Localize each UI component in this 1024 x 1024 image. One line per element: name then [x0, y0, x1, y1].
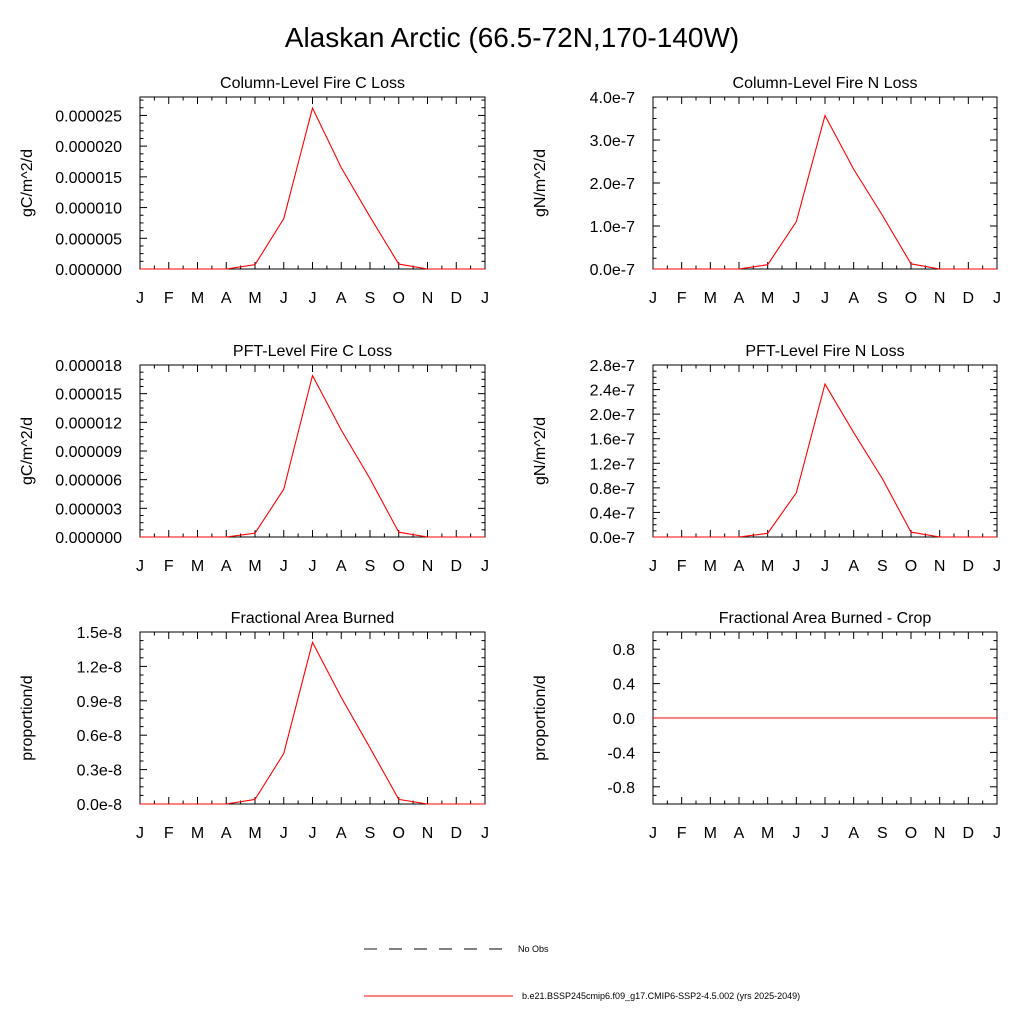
- x-tick-label: O: [904, 290, 918, 307]
- x-tick-label: J: [481, 558, 489, 575]
- x-tick-label: J: [821, 558, 829, 575]
- y-tick-label: 0.0e-7: [589, 262, 635, 279]
- chart-panel-2: [532, 75, 1001, 307]
- y-tick-label: 2.0e-7: [589, 176, 635, 193]
- x-tick-label: D: [450, 558, 463, 575]
- chart-panel-1: [19, 75, 489, 307]
- x-tick-label: D: [962, 558, 975, 575]
- x-tick-label: J: [993, 290, 1001, 307]
- series-line: [140, 376, 485, 537]
- y-tick-label: 0.000018: [55, 358, 122, 375]
- x-tick-label: A: [733, 290, 745, 307]
- y-axis-label: gC/m^2/d: [19, 149, 36, 217]
- x-tick-label: M: [703, 558, 717, 575]
- x-tick-label: O: [904, 825, 918, 842]
- x-tick-label: M: [248, 290, 262, 307]
- y-tick-label: 0.000020: [55, 139, 122, 157]
- x-tick-label: D: [450, 825, 463, 842]
- chart-panel-4: [532, 343, 1001, 575]
- y-tick-label: 1.2e-7: [589, 456, 635, 474]
- x-tick-label: A: [335, 558, 347, 575]
- x-tick-label: S: [876, 290, 888, 307]
- x-tick-label: N: [933, 290, 946, 307]
- y-tick-label: 0.4e-7: [589, 505, 635, 523]
- y-tick-label: 0.000015: [55, 169, 122, 187]
- y-tick-label: -0.4: [607, 745, 635, 763]
- x-tick-label: F: [163, 290, 174, 307]
- x-tick-label: J: [821, 825, 829, 842]
- y-tick-label: 2.8e-7: [589, 358, 635, 375]
- x-tick-label: F: [676, 290, 687, 307]
- x-tick-label: J: [481, 825, 489, 842]
- x-tick-label: A: [733, 558, 745, 575]
- y-tick-label: 0.000015: [55, 386, 122, 404]
- x-tick-label: A: [220, 825, 232, 842]
- x-tick-label: M: [190, 290, 205, 307]
- x-tick-label: M: [248, 825, 262, 842]
- y-tick-label: 2.0e-7: [589, 407, 635, 425]
- x-tick-label: F: [676, 825, 687, 842]
- series-line: [140, 108, 485, 269]
- x-tick-label: D: [962, 825, 975, 842]
- y-tick-label: 0.8e-7: [589, 480, 635, 498]
- panel-title: Column-Level Fire N Loss: [732, 75, 918, 92]
- y-tick-label: 0.6e-8: [76, 728, 122, 746]
- legend-model-label: b.e21.BSSP245cmip6.f09_g17.CMIP6-SSP2-4.5.002 (yrs 2025-2049): [522, 991, 801, 1001]
- y-tick-label: 0.000000: [55, 530, 122, 547]
- x-tick-label: J: [279, 290, 288, 307]
- y-tick-label: 2.4e-7: [589, 382, 635, 400]
- x-tick-label: J: [308, 825, 317, 842]
- x-tick-label: N: [933, 558, 946, 575]
- x-tick-label: M: [190, 825, 205, 842]
- x-tick-label: S: [876, 558, 888, 575]
- y-tick-label: 0.000000: [55, 262, 122, 279]
- y-axis-label: proportion/d: [19, 675, 36, 761]
- x-tick-label: J: [279, 558, 288, 575]
- x-tick-label: D: [450, 290, 463, 307]
- y-axis-label: gC/m^2/d: [19, 417, 36, 485]
- y-tick-label: 1.0e-7: [589, 219, 635, 236]
- x-tick-label: M: [761, 558, 775, 575]
- series-line: [653, 115, 997, 269]
- y-tick-label: 0.0e-8: [76, 797, 122, 814]
- x-tick-label: A: [848, 290, 860, 307]
- x-tick-label: J: [821, 290, 829, 307]
- panel-title: Column-Level Fire C Loss: [220, 75, 405, 92]
- x-tick-label: M: [703, 290, 717, 307]
- panel-title: Fractional Area Burned - Crop: [718, 610, 932, 627]
- x-tick-label: O: [392, 825, 405, 842]
- y-tick-label: 0.000006: [55, 472, 122, 490]
- series-line: [140, 642, 485, 804]
- x-tick-label: J: [792, 825, 801, 842]
- x-tick-label: M: [248, 558, 262, 575]
- plot-frame: [653, 365, 997, 537]
- chart-panel-3: [19, 343, 489, 575]
- x-tick-label: M: [761, 290, 775, 307]
- y-tick-label: 0.3e-8: [76, 762, 122, 780]
- panel-title: PFT-Level Fire C Loss: [232, 343, 393, 360]
- y-tick-label: 0.8: [612, 642, 635, 660]
- x-tick-label: N: [421, 558, 434, 575]
- y-tick-label: 4.0e-7: [589, 90, 635, 107]
- x-tick-label: D: [962, 290, 975, 307]
- x-tick-label: O: [392, 290, 405, 307]
- x-tick-label: J: [993, 825, 1001, 842]
- y-tick-label: 0.000009: [55, 444, 122, 461]
- chart-panel-6: [532, 610, 1001, 842]
- legend: [364, 944, 800, 1001]
- x-tick-label: A: [220, 290, 232, 307]
- y-tick-label: 0.000005: [55, 231, 122, 249]
- y-tick-label: 0.0e-7: [589, 530, 635, 547]
- x-tick-label: J: [279, 825, 288, 842]
- x-tick-label: F: [163, 825, 174, 842]
- x-tick-label: M: [703, 825, 717, 842]
- x-tick-label: A: [335, 290, 347, 307]
- y-axis-label: proportion/d: [532, 675, 549, 761]
- x-tick-label: N: [421, 290, 434, 307]
- x-tick-label: N: [933, 825, 946, 842]
- y-axis-label: gN/m^2/d: [532, 149, 549, 217]
- panels-layer: [19, 75, 1001, 842]
- x-tick-label: F: [676, 558, 687, 575]
- x-tick-label: S: [364, 558, 376, 575]
- y-tick-label: 3.0e-7: [589, 133, 635, 150]
- x-tick-label: J: [308, 558, 317, 575]
- y-tick-label: 1.6e-7: [589, 431, 635, 449]
- x-tick-label: A: [335, 825, 347, 842]
- x-tick-label: J: [136, 825, 144, 842]
- x-tick-label: O: [904, 558, 918, 575]
- x-tick-label: S: [876, 825, 888, 842]
- panel-title: PFT-Level Fire N Loss: [745, 343, 905, 360]
- x-tick-label: A: [733, 825, 745, 842]
- x-tick-label: F: [163, 558, 174, 575]
- x-tick-label: M: [190, 558, 205, 575]
- x-tick-label: A: [848, 558, 860, 575]
- y-tick-label: 0.4: [612, 676, 635, 694]
- y-tick-label: 1.2e-8: [76, 659, 122, 677]
- y-tick-label: 0.000012: [55, 415, 122, 433]
- plot-frame: [140, 632, 485, 804]
- y-tick-label: 1.5e-8: [76, 625, 122, 642]
- x-tick-label: A: [848, 825, 860, 842]
- x-tick-label: A: [220, 558, 232, 575]
- x-tick-label: J: [308, 290, 317, 307]
- x-tick-label: J: [792, 558, 801, 575]
- y-tick-label: -0.8: [607, 779, 635, 797]
- x-tick-label: J: [136, 558, 144, 575]
- x-tick-label: J: [481, 290, 489, 307]
- panel-title: Fractional Area Burned: [230, 610, 395, 627]
- series-line: [653, 384, 997, 537]
- chart-panel-5: [19, 610, 489, 842]
- x-tick-label: J: [792, 290, 801, 307]
- x-tick-label: S: [364, 290, 376, 307]
- plot-frame: [140, 97, 485, 269]
- y-tick-label: 0.0: [612, 711, 635, 728]
- x-tick-label: J: [993, 558, 1001, 575]
- x-tick-label: O: [392, 558, 405, 575]
- y-tick-label: 0.9e-8: [76, 693, 122, 711]
- page-title: Alaskan Arctic (66.5-72N,170-140W): [284, 22, 740, 53]
- y-tick-label: 0.000010: [55, 200, 122, 218]
- y-tick-label: 0.000025: [55, 108, 122, 126]
- x-tick-label: J: [649, 825, 657, 842]
- x-tick-label: J: [136, 290, 144, 307]
- plot-frame: [140, 365, 485, 537]
- legend-obs-label: No Obs: [518, 944, 549, 954]
- y-tick-label: 0.000003: [55, 501, 122, 519]
- x-tick-label: N: [421, 825, 434, 842]
- x-tick-label: S: [364, 825, 376, 842]
- x-tick-label: M: [761, 825, 775, 842]
- plot-frame: [653, 97, 997, 269]
- x-tick-label: J: [649, 290, 657, 307]
- y-axis-label: gN/m^2/d: [532, 417, 549, 485]
- x-tick-label: J: [649, 558, 657, 575]
